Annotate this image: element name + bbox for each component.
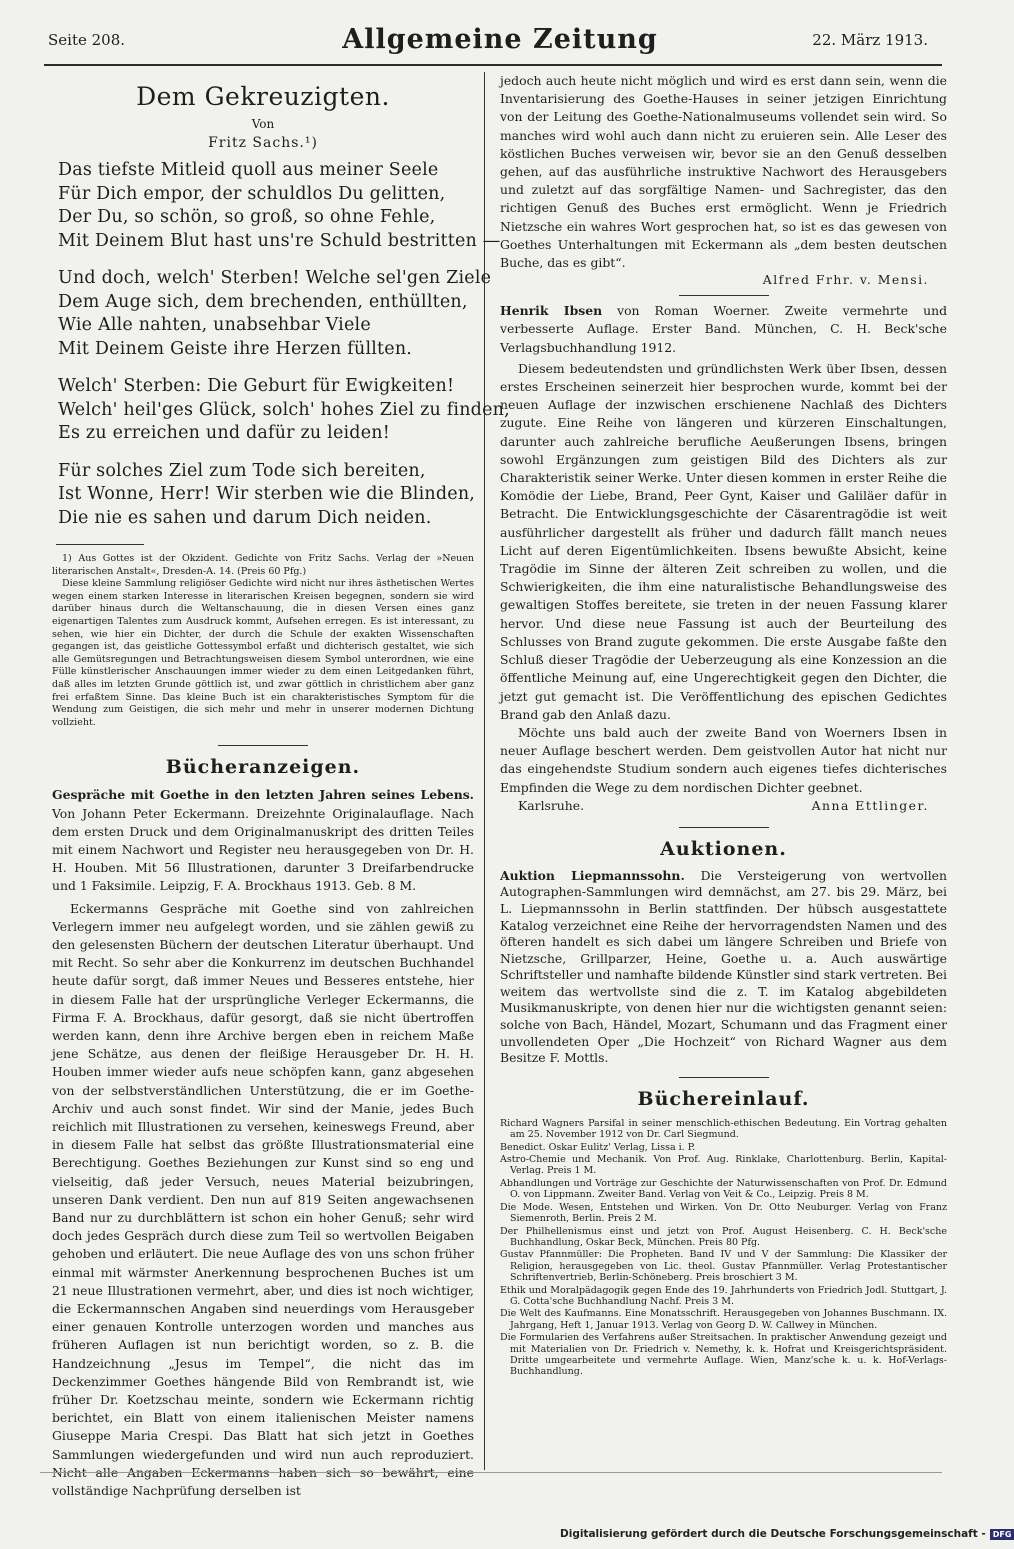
left-column [52,70,510,1500]
poem-footnote [52,553,474,729]
auktion-text [500,868,947,1067]
ibsen-citation [500,302,947,357]
page-header [0,22,1000,62]
eckermann-title: Gespräche mit Goethe in den letzten Jahren seines Lebens. [52,787,474,803]
ibsen-review-2: Möchte uns bald auch der zweite Band von Woerners Ibsen in neuer Auflage beschert werden. Dem geistvollen Autor hat nicht nur das eingehendste Studium sondern auch eigenes tiefes dichterisches Empfinden die Wege zu dem nordischen Dichter geebnet. [500,724,947,795]
buechereinlauf-list [500,1118,947,1378]
eckermann-details: Von Johann Peter Eckermann. Dreizehnte Originalauflage. Nach dem ersten Druck und dem Originalmanuskript des dritten Teiles mit einem Nachwort und Register neu herausgegeben von Dr. H. H. Houben. Mit 56 Illustrationen, darunter 3 Dreifarbendrucke und 1 Faksimile. Leipzig, F. A. Brockhaus 1913. Geb. 8 M. [52,805,474,894]
poem-stanza-1 [58,159,501,253]
list-item: Abhandlungen und Vorträge zur Geschichte der Naturwissenschaften von Prof. Dr. Edmund O. von Lippmann. Zweiter Band. Verlag von Veit & Co., Leipzig. Preis 8 M. [500,1177,947,1201]
footnote-review: Diese kleine Sammlung religiöser Gedichte wird nicht nur ihres ästhetischen Wertes wegen einem starken Interesse in literarischen Kreisen begegnen, sondern sie wird darüber hinaus durch die Weltanschauung, die in diesen Versen eines ganz eigenartigen Talentes zum Ausdruck kommt, Aufsehen erregen. Es ist interessant, zu sehen, wie hier ein Dichter, der durch die Schule der exakten Wissenschaften gegangen ist, das geistliche Gottessymbol erfaßt und dichterisch gestaltet, wie sich alle Gemütsregungen und Betrachtungsweisen diesem Symbol unterordnen, wie eine Fülle künstlerischer Anschauungen immer wieder zu dem einen Leitgedanken führt, daß alles im letzten Grunde göttlich ist, und zwar göttlich in christlichem aber ganz frei erfaßtem Sinne. Das kleine Buch ist ein charakteristisches Symptom für die Wendung zum Geistigen, die sich mehr und mehr in unserer modernen Dichtung vollzieht. [52,578,474,728]
section-rule [679,827,769,828]
poem-line: Wie Alle nahten, unabsehbar Viele [58,315,371,335]
auktion-title: Auktion Liepmannssohn. [500,867,685,883]
poem-line: Dem Auge sich, dem brechenden, enthüllten, [58,291,468,312]
poem-stanza-3 [58,375,510,446]
review-rule [679,295,769,296]
list-item: Die Welt des Kaufmanns. Eine Monatsschrift. Herausgegeben von Johannes Buschmann. IX. Jahrgang, Heft 1, Januar 1913. Verlag von Georg D. W. Callwey in München. [500,1308,947,1331]
poem-line: Der Du, so schön, so groß, so ohne Fehle, [58,207,436,227]
poem-line: Für Dich empor, der schuldlos Du gelitten, [58,183,446,204]
ibsen-details: von Roman Woerner. Zweite vermehrte und verbesserte Auflage. Erster Band. München, C. H. Beck'sche Verlagsbuchhandlung 1912. [500,303,948,355]
poem-stanza-2 [58,267,492,361]
ibsen-signature-line [500,797,947,815]
section-rule [218,745,308,746]
credit-text: Digitalisierung gefördert durch die Deutsche Forschungsgemeinschaft - [560,1528,986,1540]
list-item: Gustav Pfannmüller: Die Propheten. Band IV und V der Sammlung: Die Klassiker der Religion, herausgegeben von Lic. theol. Gustav Pfannmüller. Verlag Protestantischer Schriftenvertrieb, Berlin-Schöneberg. Preis broschiert 3 M. [500,1249,947,1284]
section-heading-buecheranzeigen: Bücheranzeigen. [165,756,361,779]
auktion-body: Die Versteigerung von wertvollen Autographen-Sammlungen wird demnächst, am 27. bis 29. März, bei L. Liepmannssohn in Berlin stattfinden. Der hübsch ausgestattete Katalog verzeichnet eine Reihe der hervorragendsten Namen und des öfteren handelt es sich dabei um längere Schreiben und Briefe von Nietzsche, Grillparzer, Heine, Goethe u. a. Auch auswärtige Schriftsteller und namhafte bildende Künstler sind stark vertreten. Bei weitem das wertvollste sind die z. T. im Katalog abgebildeten Musikmanuskripte, von denen hier nur die wichtigsten genannt seien: solche von Bach, Händel, Mozart, Schumann und das Fragment einer unvollendeten Oper „Die Hochzeit“ von Richard Wagner aus dem Besitze F. Mottls. [500,867,947,1066]
poem-line: Ist Wonne, Herr! Wir sterben wie die Blinden, [58,484,476,504]
page-number: Seite 208. [48,31,126,49]
eckermann-review-continued: jedoch auch heute nicht möglich und wird es erst dann sein, wenn die Inventarisierung des Goethe-Hauses in seiner jetzigen Einrichtung von der Leitung des Goethe-Nationalmuseums vollendet sein wird. So manches wird wohl auch dann nicht zu eruieren sein. Alle Leser des köstlichen Buches verweisen wir, bevor sie an den Genuß desselben gehen, auf das ausführliche instruktive Nachwort des Herausgebers und zuletzt auf das sorgfältige Namen- und Sachregister, das den richtigen Genuß des Buches erst ermöglicht. Wenn je Friedrich Nietzsche ein wahres Wort gesprochen hat, so ist es das gewesen von Goethes Unterhaltungen mit Eckermann als „dem besten deutschen Buche, das es gibt“. [500,73,947,271]
list-item: Der Philhellenismus einst und jetzt von Prof. August Heisenberg. C. H. Beck'sche Buchhandlung, Oskar Beck, München. Preis 80 Pfg. [500,1225,947,1248]
list-item: Astro-Chemie und Mechanik. Von Prof. Aug. Rinklake, Charlottenburg. Berlin, Kapital-Verlag. Preis 1 M. [500,1154,947,1177]
digitization-credit [560,1528,1012,1540]
poem-line: Das tiefste Mitleid quoll aus meiner Seele [58,160,439,180]
section-heading-buechereinlauf: Büchereinlauf. [637,1087,810,1110]
list-item: Richard Wagners Parsifal in seiner menschlich-ethischen Bedeutung. Ein Vortrag gehalten am 25. November 1912 von Dr. Carl Siegmund. [500,1117,947,1141]
poem-line: Mit Deinem Blut hast uns're Schuld bestritten — [58,230,501,251]
list-item: Die Formularien des Verfahrens außer Streitsachen. In praktischer Anwendung gezeigt und mit Materialien von Dr. Friedrich v. Nemethy, k. k. Hofrat und Kreisgerichtspräsident. Dritte umgearbeitete und vermehrte Auflage. Wien, Manz'sche k. u. k. Hof-Verlags-Buchhandlung. [500,1332,947,1378]
poem-line: Welch' Sterben: Die Geburt für Ewigkeiten! [58,376,455,396]
poem-author: Fritz Sachs.¹) [208,135,318,151]
footnote-source: 1) Aus Gottes ist der Okzident. Gedichte von Fritz Sachs. Verlag der »Neuen literarischen Anstalt«, Dresden-A. 14. (Preis 60 Pfg.) [52,553,474,577]
list-item: Ethik und Moralpädagogik gegen Ende des 19. Jahrhunderts von Friedrich Jodl. Stuttgart, J. G. Cotta'sche Buchhandlung Nachf. Preis 3 M. [500,1284,947,1307]
poem-line: Die nie es sahen und darum Dich neiden. [58,507,432,528]
footer-rule [40,1472,942,1473]
section-rule [679,1077,769,1078]
eckermann-signature: Alfred Frhr. v. Mensi. [762,272,929,288]
poem-stanza-4 [58,460,474,531]
poem-line: Welch' heil'ges Glück, solch' hohes Ziel zu finden, [58,399,510,420]
issue-date: 22. März 1913. [812,31,928,49]
dfg-logo: DFG [990,1529,1014,1540]
poem-title: Dem Gekreuzigten. [136,82,390,111]
header-rule [44,64,942,66]
right-column [500,72,947,1379]
list-item: Benedict. Oskar Eulitz' Verlag, Lissa i. P. [500,1141,696,1153]
ibsen-place: Karlsruhe. [518,797,585,813]
section-heading-auktionen: Auktionen. [660,837,787,860]
ibsen-review-1: Diesem bedeutendsten und gründlichsten Werk über Ibsen, dessen erstes Erscheinen seinerzeit hier besprochen wurde, kommt bei der neuen Auflage der inzwischen erschienene Nachlaß des Dichters zugute. Eine Reihe von längeren und kürzeren Einschaltungen, darunter auch zahlreiche berufliche Aeußerungen Ibsens, bringen sowohl Ergänzungen zum geistigen Bild des Dichters als zur Charakteristik seiner Werke. Unter diesen kommen in erster Reihe die Komödie der Liebe, Brand, Peer Gynt, Kaiser und Galiläer dafür in Betracht. Die Entwicklungsgeschichte der Cäsarentragödie ist weit ausführlicher dargestellt als früher und dadurch fällt manch neues Licht auf deren Eigentümlichkeiten. Ibsens bewußte Absicht, keine Tragödie im Sinne der älteren Zeit schreiben zu wollen, und die Schwierigkeiten, die ihm eine naturalistische Behandlungsweise des gewaltigen Stoffes bereitete, sie treten in der neuen Fassung klarer hervor. Und diese neue Fassung ist auch der Beurteilung des Schlusses von Brand zugute gekommen. Die erste Ausgabe faßte den Schluß dieser Tragödie der Ueberzeugung als eine Konzession an die öffentliche Meinung auf, eine Ungerechtigkeit gegen den Dichter, die jetzt gut gemacht ist. Die Veröffentlichung des epischen Gedichtes Brand gab den Anlaß dazu. [500,360,947,722]
poem-line: Für solches Ziel zum Tode sich bereiten, [58,460,426,481]
poem-line: Es zu erreichen und dafür zu leiden! [58,423,390,443]
footnote-rule [56,544,144,545]
poem-line: Mit Deinem Geiste ihre Herzen füllten. [58,338,413,359]
newspaper-title: Allgemeine Zeitung [342,24,658,55]
list-item: Die Mode. Wesen, Entstehen und Wirken. Von Dr. Otto Neuburger. Verlag von Franz Siemenroth, Berlin. Preis 2 M. [500,1201,947,1225]
ibsen-signature: Anna Ettlinger. [811,797,929,813]
eckermann-review: Eckermanns Gespräche mit Goethe sind von zahlreichen Verlegern immer neu aufgelegt worden, und sie zählen gewiß zu den gelesensten Büchern der deutschen Literatur überhaupt. Und mit Recht. So sehr aber die Konkurrenz im deutschen Buchhandel heute dafür sorgt, daß immer Neues und Besseres entstehe, hier in diesem Falle hat der ursprüngliche Verleger Eckermanns, die Firma F. A. Brockhaus, dafür gesorgt, daß sie nicht übertroffen werden kann, denn ihre Archive bergen eben in reichem Maße jene Schätze, aus denen der fleißige Herausgeber Dr. H. H. Houben immer wieder aufs neue schöpfen kann, ganz abgesehen von der selbstverständlichen Unterstützung, die er im Goethe-Archiv und auch sonst findet. Wir sind der Manie, jedes Buch reichlich mit Illustrationen zu versehen, keineswegs Freund, aber in diesem Falle hat selbst das größte Illustrationsmaterial eine Berechtigung. Goethes Beziehungen zur Kunst sind so eng und vielseitig, daß jeder Versuch, neues Material beizubringen, unseren Dank verdient. Den nun auf 819 Seiten angewachsenen Band nur zu durchblättern ist schon ein hoher Genuß; sehr wird doch jedes Gespräch durch diese zum Teil so wertvollen Beigaben gehoben und erläutert. Die neue Auflage des von uns schon früher einmal mit wärmster Anerkennung besprochenen Buches ist um 21 neue Illustrationen vermehrt, aber, und dies ist noch wichtiger, die Eckermannschen Angaben sind neuerdings vom Herausgeber einer genauen Kontrolle unterzogen worden und manches aus früheren Auflagen ist nun berichtigt worden, so z. B. die Handzeichnung „Jesus im Tempel“, die nicht das im Deckenzimmer Goethes hängende Bild von Rembrandt ist, wie früher Dr. Koetzschau meinte, sondern wie Eckermann richtig berichtet, ein Blatt von einem italienischen Meister namens Giuseppe Maria Crespi. Das Blatt hat sich jetzt in Goethes Sammlungen wiedergefunden und wird nun auch reproduziert. Nicht alle Angaben Eckermanns haben sich so bewährt, eine vollständige Nachprüfung derselben ist [52,900,474,1499]
eckermann-citation [52,786,474,895]
ibsen-title: Henrik Ibsen [500,303,603,319]
poem-von: Von [251,117,275,131]
poem-line: Und doch, welch' Sterben! Welche sel'gen Ziele [58,268,492,288]
